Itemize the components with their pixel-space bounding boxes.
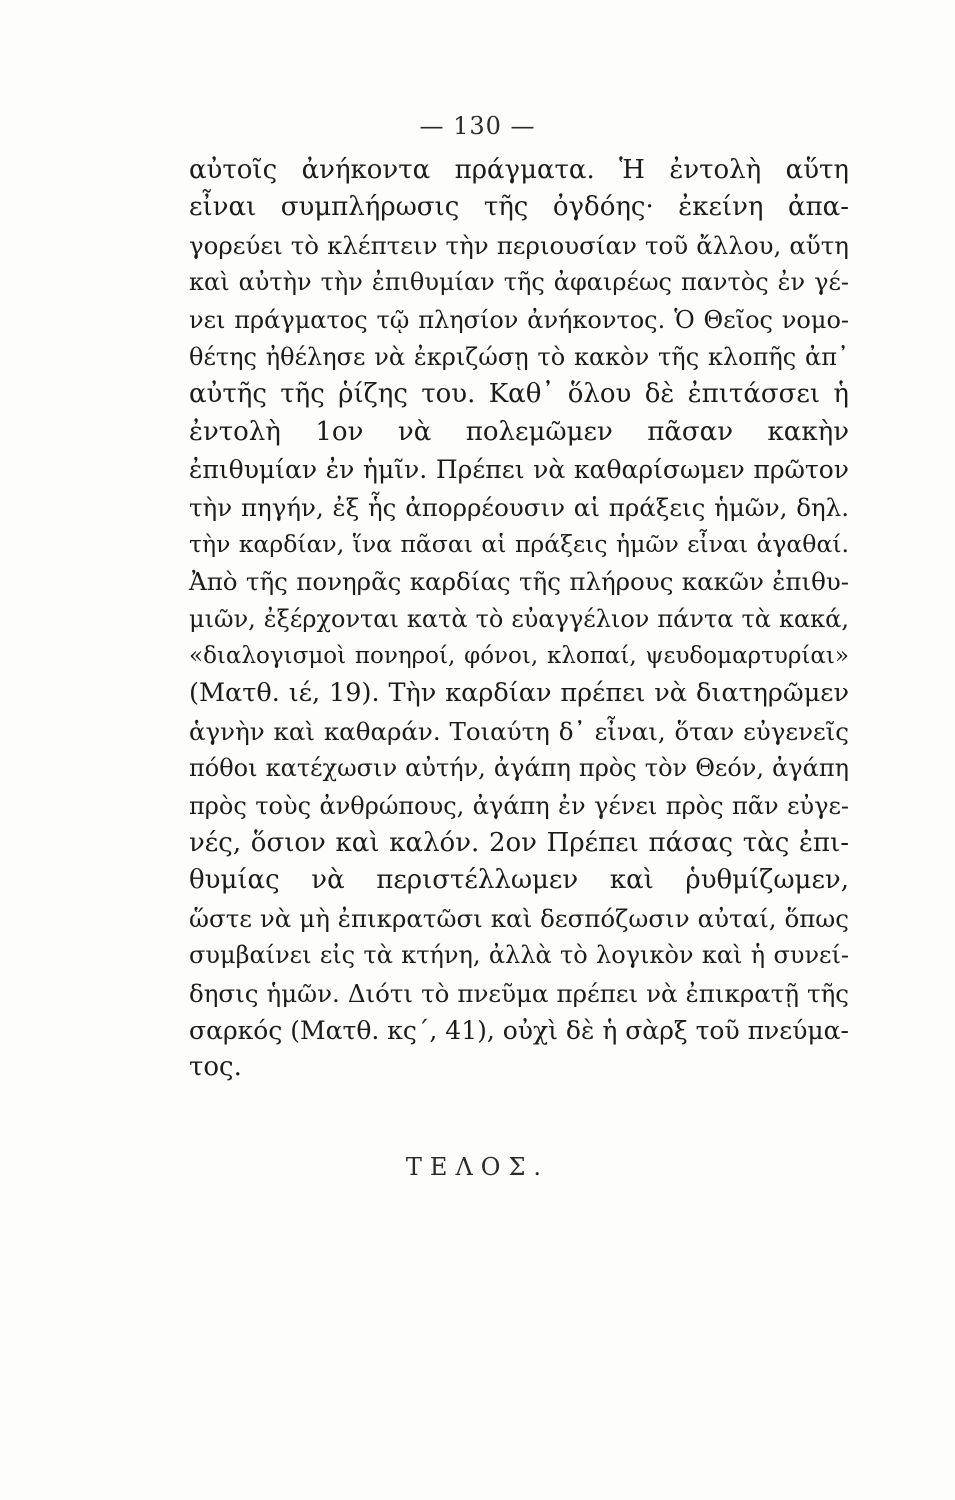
text-line: καὶ αὐτὴν τὴν ἐπιθυμίαν τῆς ἀφαιρέως παντὸς ἐν γέ- — [189, 268, 849, 297]
text-line: τὴν πηγήν, ἐξ ἧς ἀπορρέουσιν αἱ πράξεις ἡμῶν, δηλ. — [189, 492, 849, 522]
text-line: ἐντολὴ 1ον νὰ πολεμῶμεν πᾶσαν κακὴν — [189, 416, 849, 447]
body-text — [189, 152, 849, 1087]
text-line: νει πράγματος τῷ πλησίον ἀνήκοντος. Ὁ Θεῖος νομο- — [189, 305, 849, 334]
text-line: τὴν καρδίαν, ἵνα πᾶσαι αἱ πράξεις ἡμῶν εἶναι ἀγαθαί. — [189, 529, 849, 558]
text-line: πόθοι κατέχωσιν αὐτήν, ἀγάπη πρὸς τὸν Θεόν, ἀγάπη — [189, 754, 849, 783]
text-line: αὐτῆς τῆς ῥίζης του. Καθ᾿ ὅλου δὲ ἐπιτάσσει ἡ — [189, 379, 849, 410]
text-line: (Ματθ. ιέ, 19). Τὴν καρδίαν πρέπει νὰ διατηρῶμεν — [189, 678, 849, 709]
text-line: θέτης ἠθέλησε νὰ ἐκριζώσῃ τὸ κακὸν τῆς κλοπῆς ἀπ᾿ — [189, 342, 849, 371]
text-line: ἐπιθυμίαν ἐν ἡμῖν. Πρέπει νὰ καθαρίσωμεν πρῶτον — [189, 455, 849, 485]
text-line: θυμίας νὰ περιστέλλωμεν καὶ ῥυθμίζωμεν, — [189, 865, 849, 896]
text-line: ὥστε νὰ μὴ ἐπικρατῶσι καὶ δεσπόζωσιν αὐταί, ὅπως — [189, 903, 849, 933]
text-line: εἶναι συμπλήρωσις τῆς ὀγδόης· ἐκείνη ἀπα- — [189, 192, 849, 223]
text-line: γορεύει τὸ κλέπτειν τὴν περιουσίαν τοῦ ἄλλου, αὕτη — [189, 230, 849, 260]
text-line: Ἀπὸ τῆς πονηρᾶς καρδίας τῆς πλήρους κακῶν ἐπιθυ- — [189, 567, 849, 597]
text-line: συμβαίνει εἰς τὰ κτήνη, ἀλλὰ τὸ λογικὸν καὶ ἡ συνεί- — [189, 941, 849, 970]
page-number: — 130 — — [419, 112, 536, 140]
text-line: ἁγνὴν καὶ καθαράν. Τοιαύτη δ᾿ εἶναι, ὅταν εὐγενεῖς — [189, 716, 849, 746]
end-mark: ΤΕΛΟΣ. — [405, 1153, 550, 1181]
text-line: μιῶν, ἐξέρχονται κατὰ τὸ εὐαγγέλιον πάντα τὰ κακά, — [189, 604, 849, 633]
text-line: «διαλογισμοὶ πονηροί, φόνοι, κλοπαί, ψευδομαρτυρίαι» — [189, 643, 849, 670]
text-line: σαρκός (Ματθ. κς΄, 41), οὐχὶ δὲ ἡ σὰρξ τοῦ πνεύμα- — [189, 1015, 849, 1045]
text-line: τος. — [189, 1052, 242, 1083]
text-line: νές, ὅσιον καὶ καλόν. 2ον Πρέπει πάσας τὰς ἐπι- — [189, 828, 849, 859]
text-line: αὐτοῖς ἀνήκοντα πράγματα. Ἡ ἐντολὴ αὕτη — [189, 155, 849, 185]
text-line: πρὸς τοὺς ἀνθρώπους, ἀγάπη ἐν γένει πρὸς πᾶν εὐγε- — [189, 791, 849, 820]
text-line: δησις ἡμῶν. Διότι τὸ πνεῦμα πρέπει νὰ ἐπικρατῇ τῆς — [189, 978, 849, 1008]
